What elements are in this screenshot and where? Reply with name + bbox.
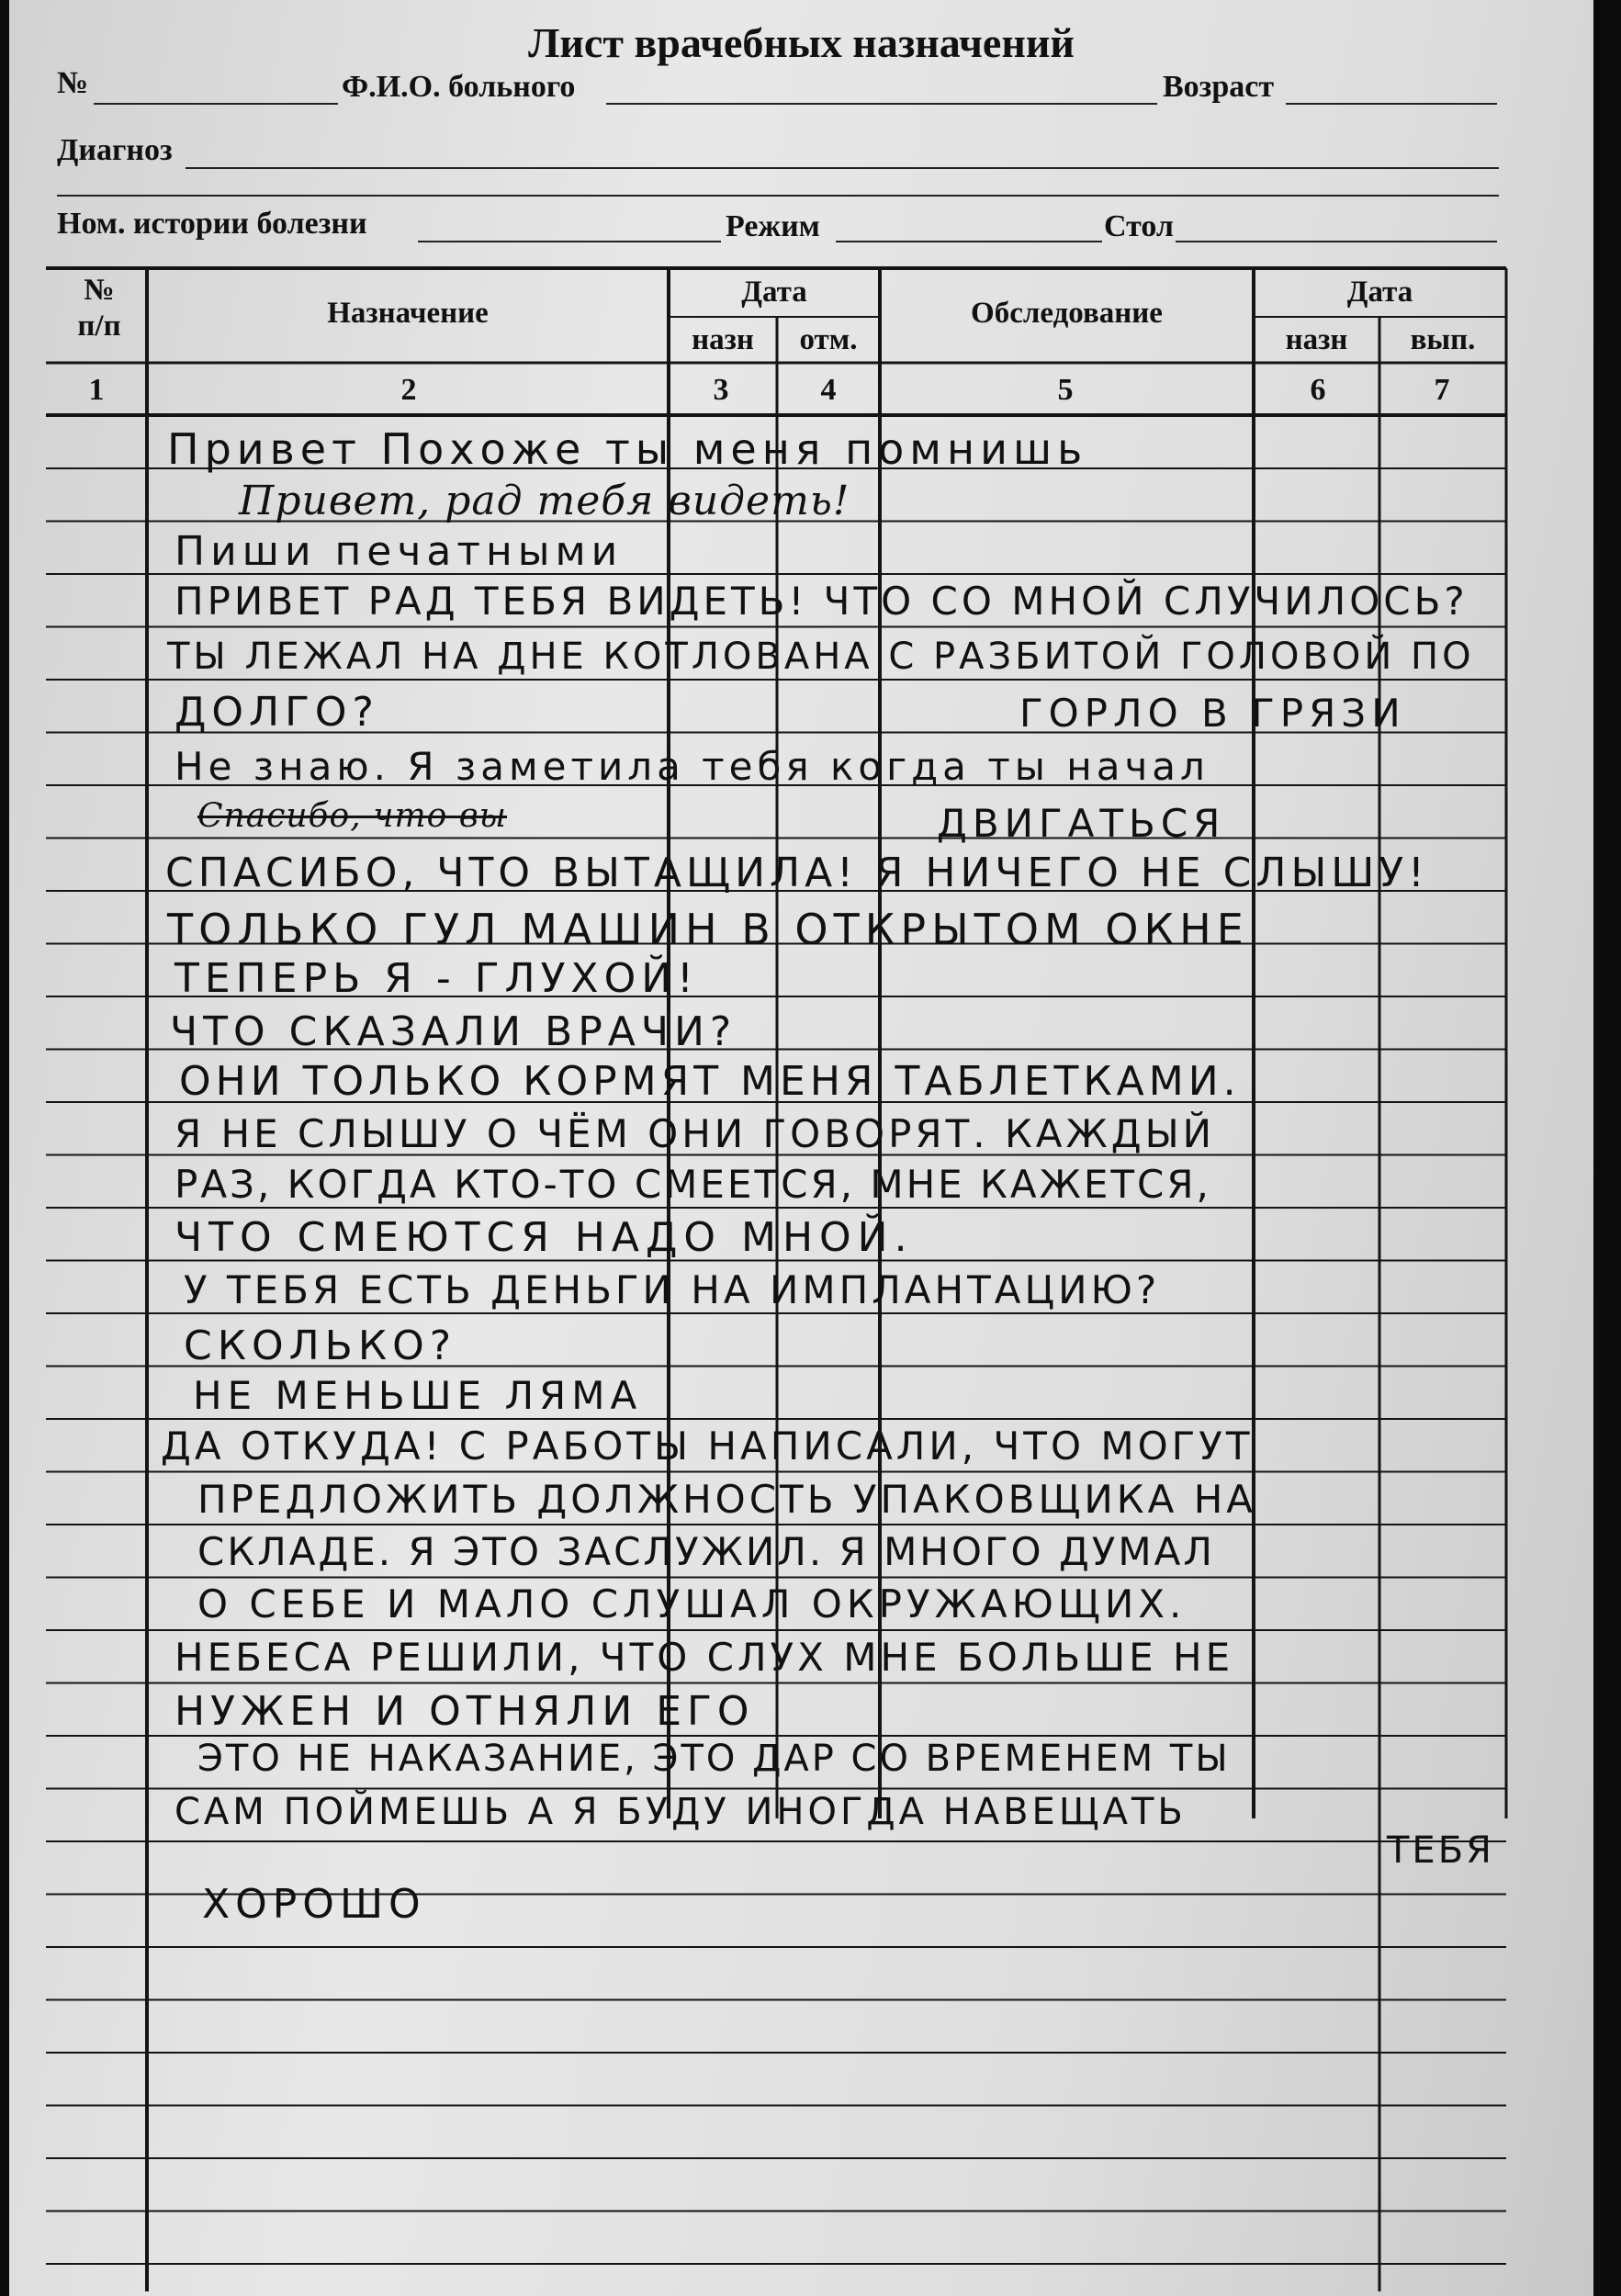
col-assigned2-header: назн: [1285, 323, 1348, 356]
handwritten-line-16: Я НЕ СЛЫШУ О ЧЁМ ОНИ ГОВОРЯТ. КАЖДЫЙ: [174, 1111, 1216, 1156]
col-number-2: 2: [400, 373, 417, 407]
col-date-header: Дата: [741, 276, 807, 309]
handwritten-line-29: САМ ПОЙМЕШЬ А Я БУДУ ИНОГДА НАВЕЩАТЬ: [174, 1791, 1187, 1833]
handwritten-line-23: ПРЕДЛОЖИТЬ ДОЛЖНОСТЬ УПАКОВЩИКА НА: [197, 1477, 1257, 1522]
handwritten-line-10: ДВИГАТЬСЯ: [937, 801, 1226, 846]
diagnosis-label: Диагноз: [57, 133, 173, 167]
handwritten-line-17: РАЗ, КОГДА КТО-ТО СМЕЕТСЯ, МНЕ КАЖЕТСЯ,: [174, 1162, 1211, 1207]
regime-label: Режим: [726, 209, 820, 243]
history-number-label: Ном. истории болезни: [57, 207, 367, 241]
form-title: Лист врачебных назначений: [528, 19, 1075, 66]
handwritten-line-4: ПРИВЕТ РАД ТЕБЯ ВИДЕТЬ! ЧТО СО МНОЙ СЛУЧИЛОСЬ?: [174, 579, 1469, 624]
handwritten-line-28: ЭТО НЕ НАКАЗАНИЕ, ЭТО ДАР СО ВРЕМЕНЕМ ТЫ: [197, 1738, 1231, 1780]
handwritten-line-26: НЕБЕСА РЕШИЛИ, ЧТО СЛУХ МНЕ БОЛЬШЕ НЕ: [174, 1635, 1234, 1680]
diet-table-label: Стол: [1104, 209, 1174, 243]
col-assigned-header: назн: [692, 323, 754, 356]
handwritten-line-19: У ТЕБЯ ЕСТЬ ДЕНЬГИ НА ИМПЛАНТАЦИЮ?: [184, 1267, 1161, 1312]
handwritten-line-8: Не знаю. Я заметила тебя когда ты начал: [174, 744, 1210, 789]
medical-prescription-sheet: [9, 0, 1593, 2296]
handwritten-line-9-crossed-out: Спасибо, что вы: [197, 797, 507, 835]
col-marked-header: отм.: [799, 323, 858, 356]
col-done-header: вып.: [1410, 323, 1476, 356]
handwritten-line-2: Привет, рад тебя видеть!: [239, 478, 850, 524]
handwritten-line-18: ЧТО СМЕЮТСЯ НАДО МНОЙ.: [174, 1214, 914, 1261]
handwritten-line-3: Пиши печатными: [174, 528, 624, 575]
col-number-1: 1: [88, 373, 105, 407]
col-assignment-header: Назначение: [327, 297, 489, 330]
handwritten-line-11: СПАСИБО, ЧТО ВЫТАЩИЛА! Я НИЧЕГО НЕ СЛЫШУ!: [165, 850, 1429, 896]
col-number-5: 5: [1057, 373, 1074, 407]
patient-name-label: Ф.И.О. больного: [342, 70, 576, 104]
col-date2-header: Дата: [1346, 276, 1413, 309]
col-examination-header: Обследование: [971, 297, 1163, 330]
col-number-7: 7: [1434, 373, 1450, 407]
col-number-3: 3: [713, 373, 729, 407]
handwritten-line-20: СКОЛЬКО?: [184, 1322, 457, 1369]
handwritten-line-31: ХОРОШО: [202, 1881, 426, 1928]
handwritten-line-21: НЕ МЕНЬШЕ ЛЯМА: [193, 1373, 643, 1418]
col-num-header-bottom: п/п: [77, 310, 121, 343]
col-num-header-top: №: [84, 274, 115, 307]
handwritten-line-7: ГОРЛО В ГРЯЗИ: [1019, 691, 1406, 736]
col-number-4: 4: [820, 373, 837, 407]
handwritten-line-6: ДОЛГО?: [174, 689, 379, 736]
handwritten-line-13: ТЕПЕРЬ Я - ГЛУХОЙ!: [174, 955, 699, 1002]
number-label: №: [57, 66, 89, 100]
handwritten-line-24: СКЛАДЕ. Я ЭТО ЗАСЛУЖИЛ. Я МНОГО ДУМАЛ: [197, 1529, 1215, 1574]
handwritten-line-12: ТОЛЬКО ГУЛ МАШИН В ОТКРЫТОМ ОКНЕ: [167, 905, 1249, 954]
handwritten-line-1: Привет Похоже ты меня помнишь: [167, 424, 1088, 474]
handwritten-line-25: О СЕБЕ И МАЛО СЛУШАЛ ОКРУЖАЮЩИХ.: [197, 1581, 1187, 1626]
handwritten-line-15: ОНИ ТОЛЬКО КОРМЯТ МЕНЯ ТАБЛЕТКАМИ.: [179, 1058, 1241, 1105]
handwritten-line-27: НУЖЕН И ОТНЯЛИ ЕГО: [174, 1688, 755, 1735]
handwritten-line-14: ЧТО СКАЗАЛИ ВРАЧИ?: [170, 1008, 737, 1055]
handwritten-line-30: ТЕБЯ: [1387, 1829, 1494, 1872]
col-num-header: [53, 276, 145, 342]
col-number-6: 6: [1310, 373, 1326, 407]
handwritten-line-5: ТЫ ЛЕЖАЛ НА ДНЕ КОТЛОВАНА С РАЗБИТОЙ ГОЛОВОЙ ПО: [167, 636, 1475, 678]
age-label: Возраст: [1163, 70, 1275, 104]
handwritten-line-22: ДА ОТКУДА! С РАБОТЫ НАПИСАЛИ, ЧТО МОГУТ: [161, 1424, 1254, 1469]
